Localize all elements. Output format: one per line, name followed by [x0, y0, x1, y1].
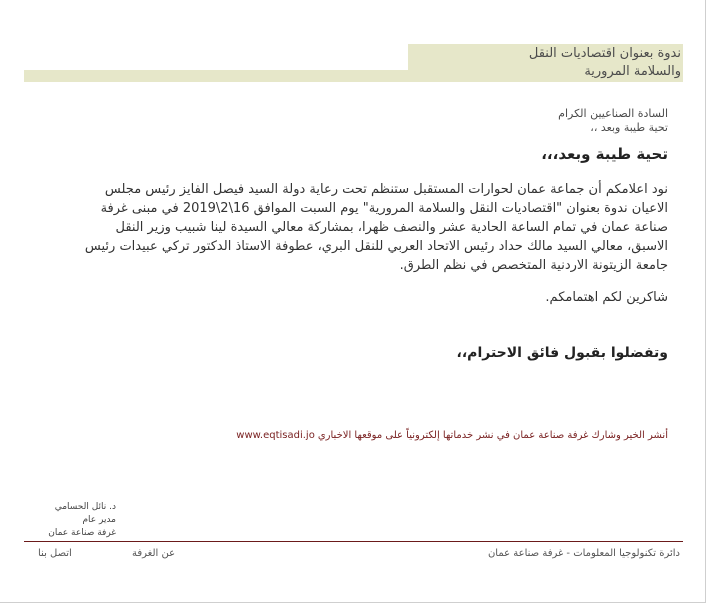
promo-text: أنشر الخير وشارك غرفة صناعة عمان في نشر خدماتها إلكترونياً على موقعها الاخباري	[317, 430, 668, 441]
event-title	[381, 45, 681, 81]
footer-divider	[24, 541, 683, 542]
signer-name: د. نائل الحسامي	[54, 502, 116, 512]
closing-line: وتفضلوا بقبول فائق الاحترام،،	[456, 345, 668, 361]
event-title-line-2: والسلامة المرورية	[584, 64, 681, 79]
signer-organization: غرفة صناعة عمان	[48, 528, 116, 538]
footer-link-contact[interactable]: اتصل بنا	[38, 548, 72, 559]
footer-department: دائرة تكنولوجيا المعلومات - غرفة صناعة عمان	[487, 548, 680, 559]
salutation	[268, 107, 668, 135]
letter-body: نود اعلامكم أن جماعة عمان لحوارات المستقبل ستنظم تحت رعاية دولة السيد فيصل الفايز رئيس مجلس الاعيان ندوة بعنوان "اقتصاديات النقل والسلامة المرورية" يوم السبت الموافق 16\2\2019 في مبنى غرفة صناعة عمان في تمام الساعة الحادية عشر والنصف ظهرا، بمشاركة معالي السيدة لينا شبيب وزير النقل الاسبق، معالي السيد مالك حداد رئيس الاتحاد العربي للنقل البري، عطوفة الاستاذ الدكتور تركي عبيدات رئيس جامعة الزيتونة الاردنية المتخصص في نظم الطرق.	[84, 182, 668, 273]
signature-block	[20, 501, 116, 540]
thanks-line: شاكرين لكم اهتمامكم.	[545, 290, 668, 305]
event-title-line-1: ندوة بعنوان اقتصاديات النقل	[528, 46, 681, 61]
salutation-greeting: تحية طيبة وبعد ،،	[590, 121, 668, 134]
salutation-recipients: السادة الصناعيين الكرام	[558, 107, 668, 120]
promo-link[interactable]: www.eqtisadi.jo	[236, 430, 315, 441]
greeting-heading: تحية طيبة وبعد،،،	[541, 145, 668, 163]
signer-title: مدير عام	[82, 515, 116, 525]
footer-link-about[interactable]: عن الغرفة	[132, 548, 176, 559]
promo-line	[158, 429, 668, 443]
